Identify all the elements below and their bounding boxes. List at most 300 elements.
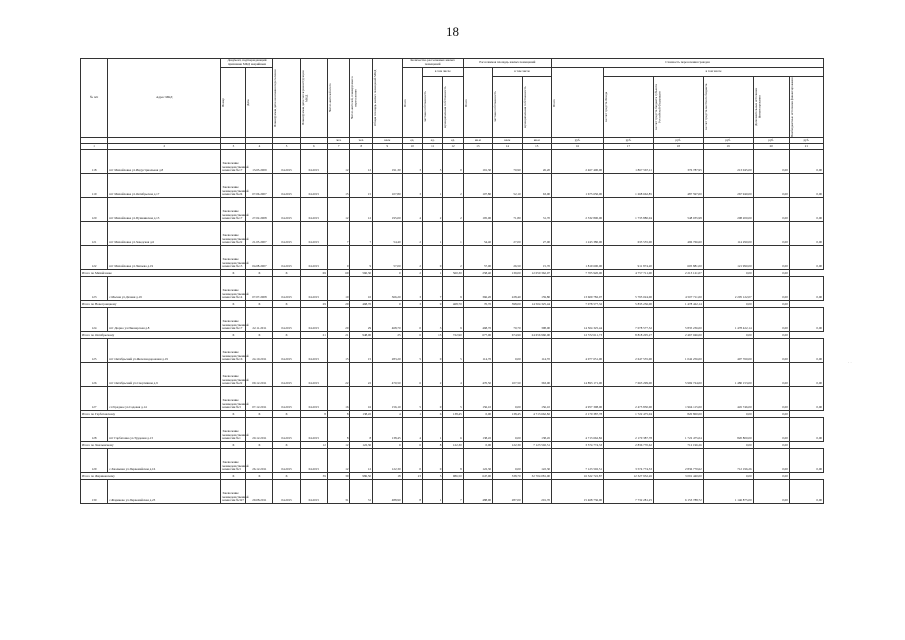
table-cell: 0,00: [753, 387, 789, 411]
table-cell: 0,00: [753, 449, 789, 473]
table-cell: 6 153 788,72: [653, 480, 703, 504]
table-cell: 123: [81, 277, 108, 301]
unit-cell: ед.: [443, 138, 463, 144]
table-cell: 04.2015: [300, 418, 327, 442]
table-cell: 04.2015: [273, 387, 300, 411]
table-cell: 12: [327, 198, 350, 222]
table-cell: 5: [422, 473, 442, 480]
unit-cell: кв.м: [463, 138, 492, 144]
table-cell: Заключение межведомственной комиссии №24: [221, 174, 246, 198]
table-cell: 4 507 711,00: [653, 277, 703, 301]
table-cell: 39: [300, 473, 327, 480]
table-row: [81, 174, 824, 198]
subtotal-label: Итого по Новотроицкому: [81, 301, 221, 308]
table-cell: 04.2015: [273, 277, 300, 301]
table-cell: 15: [327, 174, 350, 198]
table-cell: 12 050 362,07: [522, 270, 551, 277]
table-cell: 0: [402, 442, 422, 449]
table-cell: 4 757 711,00: [604, 270, 654, 277]
col-number: 20: [753, 144, 789, 150]
table-cell: 287,00: [493, 480, 522, 504]
table-cell: 3: [402, 150, 422, 174]
table-cell: 487 597,00: [653, 174, 703, 198]
table-cell: 04.2015: [273, 246, 300, 270]
table-cell: 468,70: [443, 301, 463, 308]
table-cell: 39: [327, 473, 350, 480]
unit-cell: кв.м: [493, 138, 522, 144]
table-cell: 07.07.2008: [246, 277, 273, 301]
table-cell: 09.12.2011: [246, 363, 273, 387]
table-cell: 16 322 722,87: [552, 473, 604, 480]
table-cell: 4: [402, 418, 422, 442]
col-number: 2: [108, 144, 221, 150]
table-cell: 712 196,26: [703, 449, 753, 473]
table-cell: 07.06.2007: [246, 174, 273, 198]
table-cell: 126: [81, 363, 108, 387]
table-cell: 5 835 236,00: [604, 301, 654, 308]
table-cell: 138,45: [463, 418, 492, 442]
table-cell: 2: [443, 246, 463, 270]
table-cell: 8: [327, 411, 350, 418]
table-cell: 0,00: [789, 449, 823, 473]
header-cost-extra: Дополнительные источники финансирования: [753, 87, 762, 127]
table-cell: Заключение межведомственной комиссии №15: [221, 246, 246, 270]
table-cell: 605 881,00: [653, 246, 703, 270]
col-number: 10: [402, 144, 422, 150]
table-cell: 1: [422, 222, 442, 246]
table-cell: 57,00: [463, 246, 492, 270]
subtotal-row: [81, 270, 824, 277]
table-cell: 13.03.2009: [246, 150, 273, 174]
table-cell: 122,30: [350, 442, 373, 449]
header-area-total: Общая площадь жилых помещений МКД: [373, 69, 378, 127]
table-cell: 54,40: [373, 222, 402, 246]
address-cell: пгт Михайловка ул.Чапаева д.19: [108, 246, 221, 270]
header-no: № п/п: [81, 59, 108, 138]
table-cell: 15: [327, 339, 350, 363]
table-cell: 0,00: [493, 449, 522, 473]
table-cell: 04.2015: [273, 480, 300, 504]
table-cell: 3: [402, 174, 422, 198]
header-residents-total: Число жителей всего: [327, 83, 332, 113]
table-cell: 12: [350, 150, 373, 174]
table-cell: 121 990,00: [703, 246, 753, 270]
table-cell: 107,80: [463, 174, 492, 198]
table-cell: Заключение межведомственной комиссии №17: [221, 308, 246, 332]
table-row: [81, 308, 824, 332]
address-cell: пгт Михайловка ул.Октябрьская д.17: [108, 174, 221, 198]
table-cell: 4: [402, 198, 422, 222]
table-cell: 29: [350, 308, 373, 332]
table-cell: 31,70: [522, 198, 551, 222]
table-cell: 0,00: [789, 222, 823, 246]
table-cell: 398,00: [522, 308, 551, 332]
table-cell: 125: [81, 339, 108, 363]
table-cell: Заключение межведомственной комиссии №327: [221, 480, 246, 504]
table-cell: 138,45: [350, 411, 373, 418]
header-cost-incl: в том числе: [604, 68, 824, 77]
table-cell: 470,50: [373, 363, 402, 387]
table-cell: 27,00: [493, 222, 522, 246]
table-cell: 376 787,95: [653, 150, 703, 174]
unit-cell: ед.: [422, 138, 442, 144]
table-cell: X: [246, 332, 273, 339]
unit-cell: руб.: [552, 138, 604, 144]
table-cell: 633 555,00: [604, 222, 654, 246]
table-cell: X: [273, 411, 300, 418]
table-cell: 1 722 475,04: [653, 418, 703, 442]
address-cell: пгт Михайловка ул.Индустриальная д.8: [108, 150, 221, 174]
table-cell: 70,70: [463, 301, 492, 308]
header-count-total: Всего: [402, 98, 407, 107]
table-cell: 63,00: [522, 174, 551, 198]
table-cell: X: [273, 473, 300, 480]
header-cost-region: за счет средств бюджета субъекта Российской Федерации: [653, 84, 662, 130]
table-cell: 04.2015: [300, 339, 327, 363]
table-cell: 159,80: [522, 277, 551, 301]
header-cost-fund: за счет средств Фонда: [604, 92, 609, 122]
table-cell: 488,90: [463, 480, 492, 504]
header-count-group: Количество расселяемых жилых помещений: [402, 59, 463, 68]
address-cell: пгт Гарбатовка ул.Трудовая д.13: [108, 418, 221, 442]
table-cell: 0,00: [753, 198, 789, 222]
header-address: Адрес МКД: [108, 59, 221, 138]
resettlement-table-sheet: [80, 58, 824, 504]
table-cell: 647,90: [463, 473, 492, 480]
table-cell: 2 467 400,00: [552, 150, 604, 174]
col-number: 19: [703, 144, 753, 150]
table-cell: 722,90: [443, 332, 463, 339]
table-cell: 0,00: [753, 270, 789, 277]
table-cell: Заключение межведомственной комиссии №14: [221, 277, 246, 301]
col-number: 13: [463, 144, 492, 150]
table-cell: 04.2015: [273, 222, 300, 246]
table-cell: 114,70: [463, 339, 492, 363]
table-cell: 21.05.2007: [246, 222, 273, 246]
table-cell: 129: [81, 449, 108, 473]
table-cell: 1 675 650,00: [552, 174, 604, 198]
table-cell: 12: [327, 449, 350, 473]
table-cell: 12 572 611,73: [552, 332, 604, 339]
table-cell: 8 818 205,27: [604, 332, 654, 339]
table-cell: 119: [81, 174, 108, 198]
table-cell: 122,30: [493, 442, 522, 449]
table-cell: 122,30: [522, 449, 551, 473]
table-cell: 21: [327, 332, 350, 339]
table-cell: 2 170 387,78: [552, 411, 604, 418]
table-cell: X: [246, 270, 273, 277]
col-number: 12: [443, 144, 463, 150]
header-cost-total: Всего: [552, 98, 556, 107]
header-doc-number: Номер: [221, 98, 226, 107]
table-cell: 0,00: [753, 363, 789, 387]
table-cell: 398,00: [493, 301, 522, 308]
table-cell: 57,00: [373, 246, 402, 270]
table-cell: 1: [422, 270, 442, 277]
table-cell: 2: [402, 222, 422, 246]
table-cell: 8: [327, 418, 350, 442]
subtotal-row: [81, 411, 824, 418]
table-cell: 0: [443, 150, 463, 174]
table-cell: 69: [327, 270, 350, 277]
table-cell: 986,50: [350, 473, 373, 480]
table-cell: 27,00: [522, 222, 551, 246]
table-cell: 0,00: [753, 480, 789, 504]
table-cell: 201,70: [522, 480, 551, 504]
table-cell: 1 478 422,14: [703, 308, 753, 332]
subtotal-label: Итого по Хвалынскому: [81, 442, 221, 449]
col-number: 7: [327, 144, 350, 150]
address-cell: пгт Михайловка ул.Заводская д.6: [108, 222, 221, 246]
table-cell: Заключение межведомственной комиссии №22: [221, 222, 246, 246]
table-cell: 0,00: [753, 308, 789, 332]
table-cell: X: [273, 332, 300, 339]
table-cell: 04.2015: [273, 339, 300, 363]
table-cell: 0,00: [789, 363, 823, 387]
address-cell: пгт Дюрно ул.Пионерская д.8: [108, 308, 221, 332]
col-number: 9: [373, 144, 402, 150]
subtotal-row: [81, 442, 824, 449]
table-row: [81, 246, 824, 270]
table-cell: 156,10: [463, 387, 492, 411]
table-cell: 6: [443, 418, 463, 442]
table-cell: Заключение межведомственной комиссии №17: [221, 198, 246, 222]
table-cell: 0,00: [753, 418, 789, 442]
table-cell: 213 045,00: [703, 150, 753, 174]
table-cell: 0,00: [493, 339, 522, 363]
table-cell: 3 091 440,00: [653, 473, 703, 480]
table-cell: 2: [422, 363, 442, 387]
table-cell: 12 327 932,26: [604, 473, 654, 480]
unit-cell: кв.м: [522, 138, 551, 144]
table-cell: 6: [422, 411, 442, 418]
table-cell: 2 647 535,00: [604, 339, 654, 363]
table-cell: 0,00: [789, 339, 823, 363]
table-cell: 130: [81, 480, 108, 504]
table-cell: 548 035,98: [653, 198, 703, 222]
table-cell: 25: [373, 332, 402, 339]
table-cell: 9: [443, 308, 463, 332]
table-cell: 0,00: [789, 246, 823, 270]
table-cell: 1 243 380,00: [552, 222, 604, 246]
table-row: [81, 222, 824, 246]
table-cell: 7: [350, 222, 373, 246]
table-cell: 69: [300, 270, 327, 277]
table-cell: 208 200,00: [703, 198, 753, 222]
table-cell: 1: [422, 480, 442, 504]
col-number: 3: [221, 144, 246, 150]
table-cell: 3: [422, 308, 442, 332]
table-cell: 0,00: [789, 480, 823, 504]
table-cell: 0: [373, 270, 402, 277]
table-cell: 0: [373, 442, 402, 449]
table-cell: 12: [350, 198, 373, 222]
table-cell: 9: [350, 246, 373, 270]
table-cell: 0,00: [753, 150, 789, 174]
table-row: [81, 150, 824, 174]
table-cell: 0,00: [753, 473, 789, 480]
col-number: 4: [246, 144, 273, 150]
table-cell: 118: [81, 150, 108, 174]
table-cell: 195,00: [373, 198, 402, 222]
table-cell: 4 957 398,00: [552, 387, 604, 411]
table-cell: X: [221, 442, 246, 449]
table-cell: 560,30: [443, 270, 463, 277]
table-cell: X: [246, 411, 273, 418]
table-cell: 14 504 325,44: [552, 308, 604, 332]
table-cell: 124: [81, 308, 108, 332]
header-plan-date-end: Планируемая дата окончания переселения: [273, 69, 278, 127]
table-cell: 0,00: [753, 174, 789, 198]
table-cell: 5: [443, 387, 463, 411]
table-cell: 127: [81, 387, 108, 411]
table-cell: 7: [422, 277, 442, 301]
table-cell: 445 746,00: [703, 387, 753, 411]
table-cell: 0: [402, 449, 422, 473]
table-cell: 29: [327, 308, 350, 332]
table-cell: 15,70: [522, 246, 551, 270]
table-cell: X: [273, 301, 300, 308]
table-cell: 496 766,60: [653, 222, 703, 246]
table-cell: 15: [350, 339, 373, 363]
table-cell: 3 574 774,33: [552, 442, 604, 449]
table-cell: 948,00: [350, 332, 373, 339]
table-cell: 0: [373, 301, 402, 308]
table-cell: 107,80: [373, 174, 402, 198]
table-cell: 0,00: [753, 246, 789, 270]
col-number: 17: [604, 144, 654, 150]
table-cell: 121: [81, 222, 108, 246]
table-cell: Заключение межведомственной комиссии №16: [221, 339, 246, 363]
table-cell: 1: [422, 418, 442, 442]
header-area-group: Расселяемая площадь жилых помещений: [463, 59, 551, 68]
header-cost-extrabudget: Внебюджетные источники финансирования: [789, 77, 794, 137]
table-cell: 0,00: [789, 150, 823, 174]
table-cell: 0: [422, 387, 442, 411]
header-area-municipal: муниципальная собственность: [522, 86, 527, 128]
table-cell: 114 290,00: [703, 222, 753, 246]
table-cell: 21: [300, 332, 327, 339]
unit-cell: чел.: [350, 138, 373, 144]
table-cell: 04.2015: [273, 418, 300, 442]
table-cell: X: [221, 301, 246, 308]
header-residents-planned: Число жителей, планируемых к переселению: [350, 76, 359, 120]
table-cell: 407 760,00: [703, 339, 753, 363]
table-row: [81, 418, 824, 442]
table-cell: 2: [422, 198, 442, 222]
table-cell: 0,00: [789, 387, 823, 411]
col-number: 16: [552, 144, 604, 150]
table-cell: 22: [350, 363, 373, 387]
address-cell: с.Хвалынка ул.Первомайская д.16: [108, 449, 221, 473]
table-cell: 52,10: [493, 174, 522, 198]
resettlement-table: [80, 58, 824, 504]
header-cost-local: за счет средств местного бюджета: [703, 83, 708, 131]
table-cell: X: [273, 270, 300, 277]
table-cell: 23: [402, 473, 422, 480]
unit-cell: руб.: [703, 138, 753, 144]
table-cell: 12: [327, 442, 350, 449]
margin-speck: · ·: [848, 360, 852, 365]
table-cell: 120: [81, 198, 108, 222]
table-cell: 5 835 236,00: [653, 308, 703, 332]
header-plan-date-demolish: Планируемая дата сноса/реконструкции МКД: [300, 70, 309, 126]
address-cell: пгт Октябрьский ул.Железнодорожная д.19: [108, 339, 221, 363]
table-cell: 366,20: [463, 277, 492, 301]
table-cell: 04.2015: [300, 198, 327, 222]
table-cell: 9: [422, 301, 442, 308]
table-cell: 2 467 046,00: [653, 332, 703, 339]
table-cell: 128: [81, 418, 108, 442]
table-cell: 2 213 121,07: [653, 270, 703, 277]
table-cell: X: [221, 473, 246, 480]
col-number: 8: [350, 144, 373, 150]
table-row: [81, 277, 824, 301]
table-row: [81, 198, 824, 222]
table-cell: 0,00: [703, 473, 753, 480]
table-cell: 0,00: [753, 339, 789, 363]
table-cell: 26.12.2011: [246, 449, 273, 473]
table-cell: 5 969 724,00: [653, 363, 703, 387]
table-cell: 22: [327, 363, 350, 387]
table-cell: 1 146 875,00: [703, 480, 753, 504]
table-cell: 04.2015: [300, 308, 327, 332]
table-cell: 0,00: [753, 411, 789, 418]
table-cell: 10: [350, 277, 373, 301]
address-cell: пгт Михайловка ул.Пушкинская д.13: [108, 198, 221, 222]
table-cell: 71,80: [493, 198, 522, 222]
table-cell: 8: [422, 442, 442, 449]
table-cell: 12: [350, 449, 373, 473]
table-cell: 6: [402, 363, 422, 387]
table-cell: 31: [350, 480, 373, 504]
table-cell: 3: [402, 301, 422, 308]
table-cell: 468,70: [373, 308, 402, 332]
table-cell: 04.2015: [300, 387, 327, 411]
table-cell: Заключение межведомственной комиссии №1: [221, 418, 246, 442]
table-cell: 04.2015: [273, 363, 300, 387]
table-cell: 911 874,20: [604, 246, 654, 270]
table-cell: 8: [402, 480, 422, 504]
unit-cell: руб.: [753, 138, 789, 144]
table-cell: 0: [402, 308, 422, 332]
table-cell: X: [246, 473, 273, 480]
table-cell: 0: [422, 449, 442, 473]
table-cell: 0,00: [789, 308, 823, 332]
table-cell: 15 468 736,00: [552, 480, 604, 504]
table-cell: 7: [443, 480, 463, 504]
table-cell: 10: [327, 277, 350, 301]
table-cell: 29.08.2011: [246, 480, 273, 504]
table-cell: 258,40: [463, 270, 492, 277]
table-cell: 0,00: [789, 418, 823, 442]
table-cell: 27.02.2008: [246, 198, 273, 222]
table-cell: 2 836 770,62: [653, 449, 703, 473]
table-cell: 15: [350, 174, 373, 198]
table-cell: 14 504 325,44: [522, 301, 551, 308]
table-cell: 122,30: [463, 449, 492, 473]
table-cell: 1 735 880,04: [604, 198, 654, 222]
table-cell: 04.08.2007: [246, 246, 273, 270]
table-cell: 2 836 770,62: [604, 442, 654, 449]
table-cell: 363,00: [522, 363, 551, 387]
table-cell: 04.2015: [273, 174, 300, 198]
table-cell: 70,90: [493, 150, 522, 174]
table-row: [81, 339, 824, 363]
table-cell: 2: [443, 174, 463, 198]
table-cell: 32 704 081,00: [522, 473, 551, 480]
table-cell: 18: [373, 473, 402, 480]
